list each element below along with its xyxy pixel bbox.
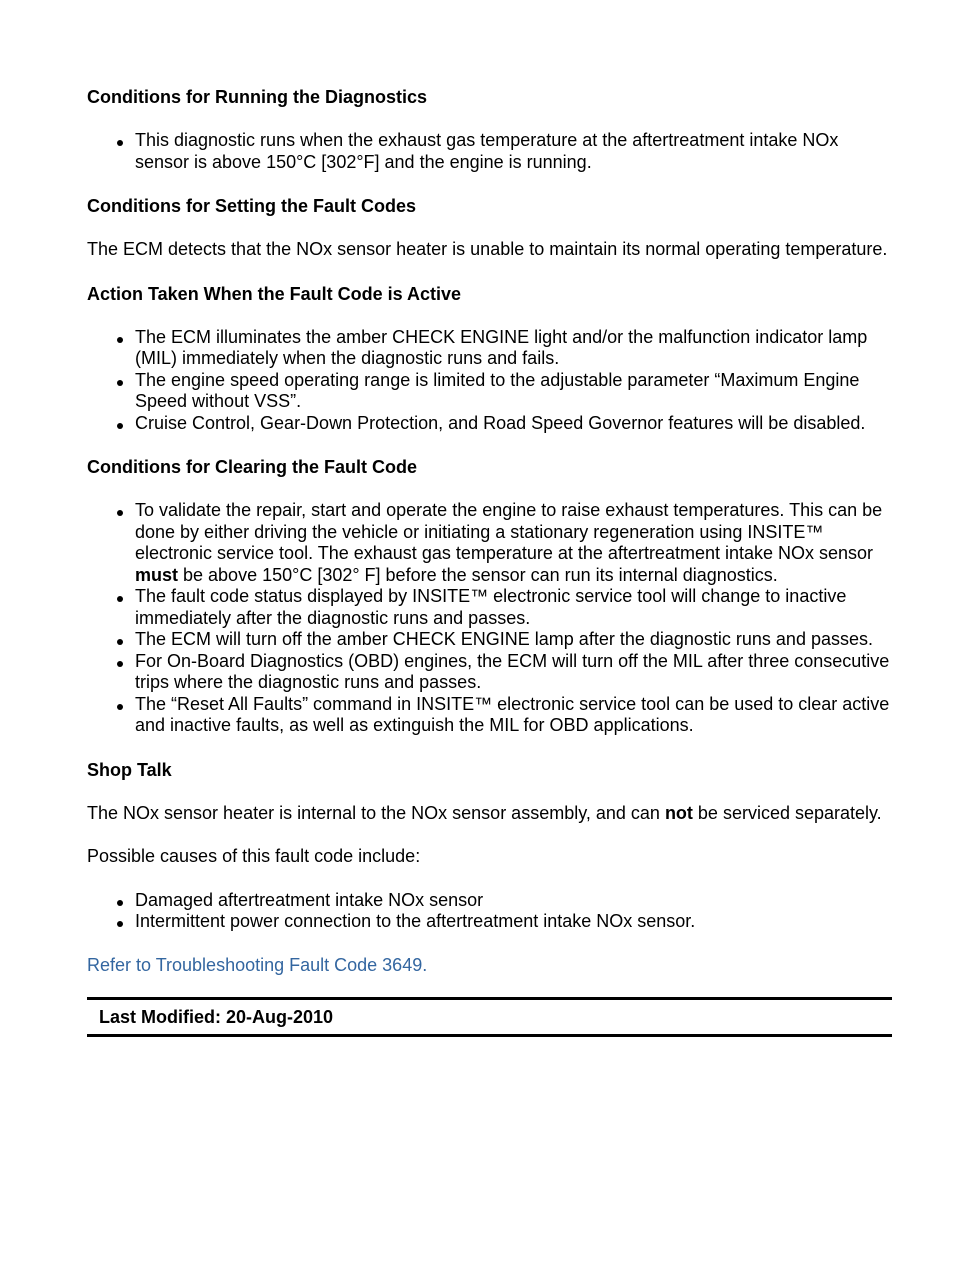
text-run: The NOx sensor heater is internal to the NOx sensor assembly, and can — [87, 802, 665, 823]
text-run: To validate the repair, start and operate the engine to raise exhaust temperatures. This can be done by either driving the vehicle or initiating a stationary regeneration using INSITE™ electronic service tool. The exhaust gas temperature at the aftertreatment intake NOx sensor — [135, 500, 883, 563]
emphasis-must: must — [135, 564, 179, 585]
heading-action: Action Taken When the Fault Code is Active — [87, 283, 462, 304]
footer-bar — [87, 997, 892, 1037]
last-modified-label: Last Modified: 20-Aug-2010 — [99, 1007, 334, 1027]
list-item — [135, 500, 892, 586]
heading-clearing: Conditions for Clearing the Fault Code — [87, 457, 417, 477]
document-page — [87, 86, 892, 1037]
list-item: Cruise Control, Gear-Down Protection, and Road Speed Governor features will be disabled. — [135, 413, 892, 435]
list-item: For On-Board Diagnostics (OBD) engines, the ECM will turn off the MIL after three consecutive trips where the diagnostic runs and passes. — [135, 651, 892, 694]
shop-talk-paragraph — [87, 803, 892, 825]
list-item: The “Reset All Faults” command in INSITE™ electronic service tool can be used to clear active and inactive faults, as well as extinguish the MIL for OBD applications. — [135, 694, 892, 737]
running-list — [87, 130, 892, 173]
emphasis-not: not — [664, 802, 693, 823]
heading-running: Conditions for Running the Diagnostics — [87, 87, 427, 107]
causes-intro: Possible causes of this fault code include: — [87, 846, 421, 866]
action-list — [87, 327, 892, 435]
heading-setting: Conditions for Setting the Fault Codes — [87, 196, 416, 216]
setting-paragraph: The ECM detects that the NOx sensor heater is unable to maintain its normal operating temperature. — [87, 239, 888, 259]
clearing-list — [87, 500, 892, 737]
list-item: The ECM will turn off the amber CHECK ENGINE lamp after the diagnostic runs and passes. — [135, 629, 892, 651]
list-item: Intermittent power connection to the aftertreatment intake NOx sensor. — [135, 911, 892, 933]
text-run: be above 150°C [302° F] before the sensor can run its internal diagnostics. — [178, 564, 778, 585]
list-item: This diagnostic runs when the exhaust gas temperature at the aftertreatment intake NOx sensor is above 150°C [302°F] and the engine is running. — [135, 130, 892, 173]
causes-list — [87, 890, 892, 933]
list-item: The engine speed operating range is limited to the adjustable parameter “Maximum Engine Speed without VSS”. — [135, 370, 892, 413]
list-item: The ECM illuminates the amber CHECK ENGINE light and/or the malfunction indicator lamp (MIL) immediately when the diagnostic runs and fails. — [135, 327, 892, 370]
text-run: be serviced separately. — [692, 802, 882, 823]
list-item: Damaged aftertreatment intake NOx sensor — [135, 890, 892, 912]
list-item: The fault code status displayed by INSITE™ electronic service tool will change to inactive immediately after the diagnostic runs and passes. — [135, 586, 892, 629]
heading-shop-talk: Shop Talk — [87, 759, 172, 780]
troubleshooting-link[interactable]: Refer to Troubleshooting Fault Code 3649. — [87, 954, 428, 975]
